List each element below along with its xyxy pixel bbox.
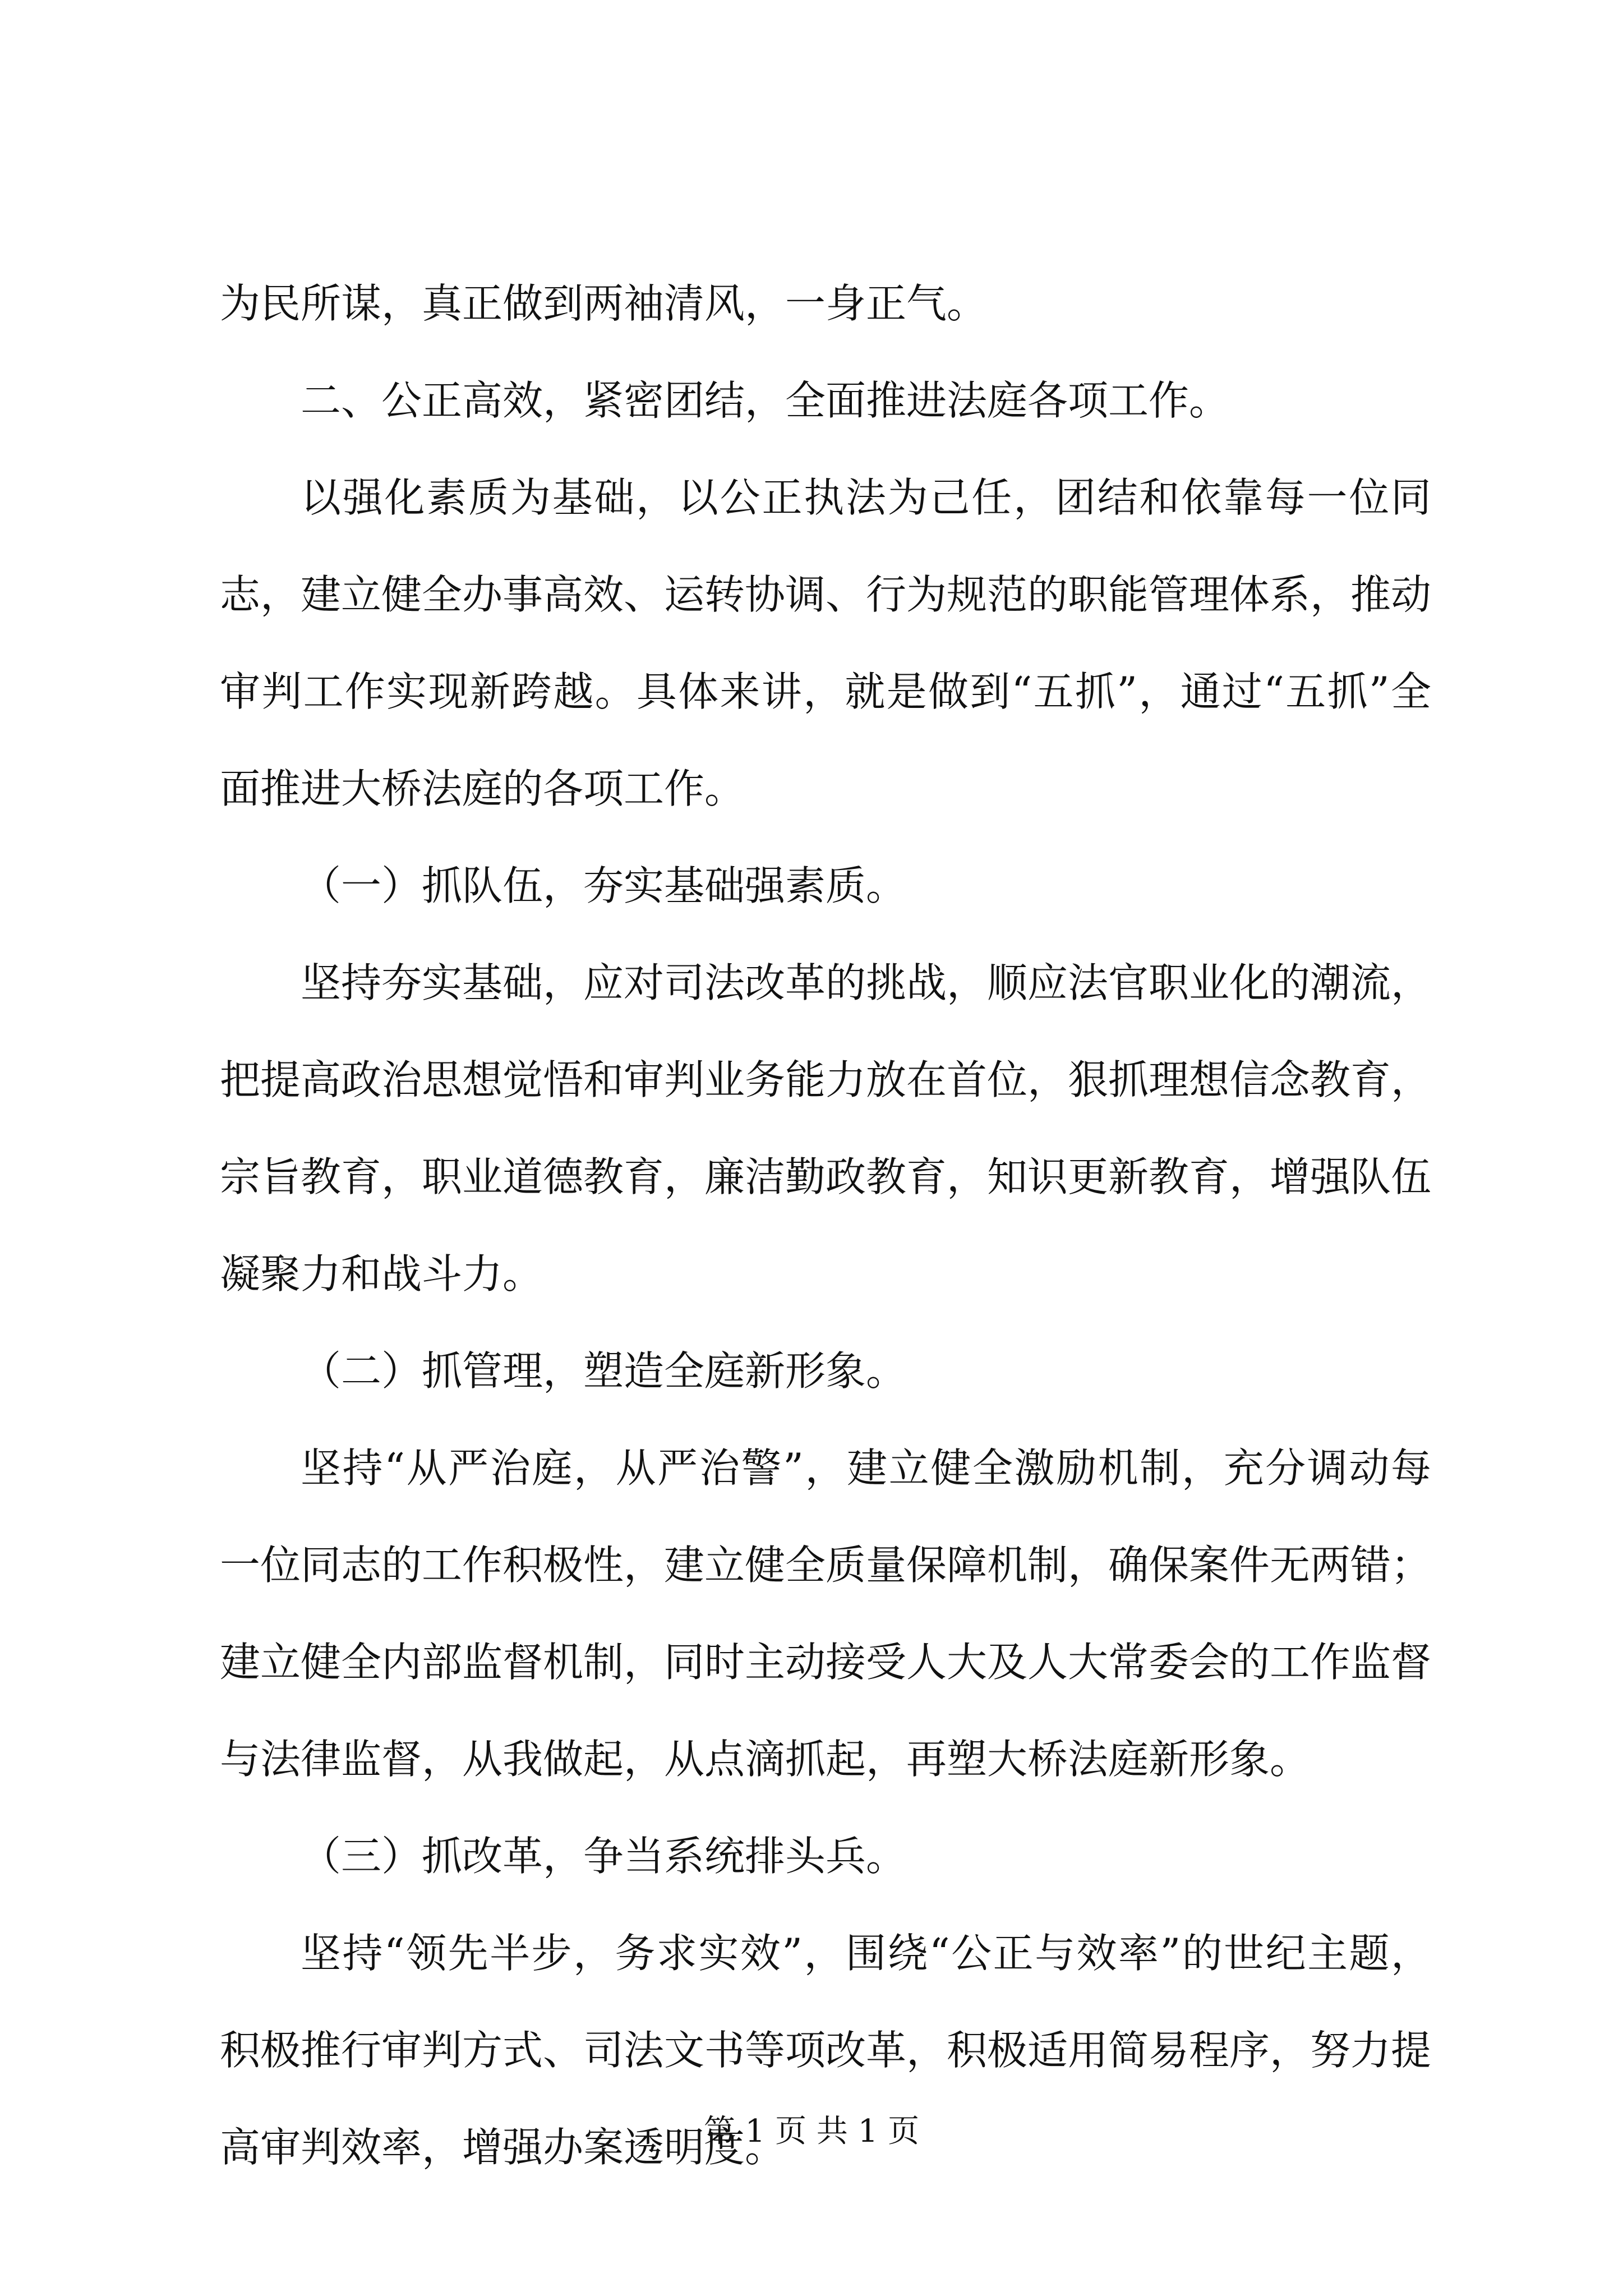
paragraph-5: 坚持夯实基础，应对司法改革的挑战，顺应法官职业化的潮流，把提高政治思想觉悟和审判业务能力放在首位，狠抓理想信念教育，宗旨教育，职业道德教育，廉洁勤政教育，知识更新教育，增强队伍凝聚力和战斗力。 xyxy=(220,959,1432,1297)
section-heading-2: 二、公正高效，紧密团结，全面推进法庭各项工作。 xyxy=(301,377,1230,424)
paragraph-1: 为民所谋，真正做到两袖清风，一身正气。 xyxy=(220,280,988,327)
paragraph-3: 以强化素质为基础，以公正执法为己任，团结和依靠每一位同志，建立健全办事高效、运转协调、行为规范的职能管理体系，推动审判工作实现新跨越。具体来讲，就是做到“五抓”，通过“五抓”全面推进大桥法庭的各项工作。 xyxy=(220,474,1432,812)
subsection-heading-1: （一）抓队伍，夯实基础强素质。 xyxy=(301,862,907,909)
page-footer: 第 1 页 共 1 页 xyxy=(703,2113,920,2150)
document-body xyxy=(220,255,1431,2196)
paragraph-9: 坚持“领先半步，务求实效”，围绕“公正与效率”的世纪主题，积极推行审判方式、司法文书等项改革，积极适用简易程序，努力提高审判效率，增强办案透明度。 xyxy=(220,1930,1432,2171)
subsection-heading-2: （二）抓管理，塑造全庭新形象。 xyxy=(301,1347,907,1395)
paragraph-7: 坚持“从严治庭，从严治警”，建立健全激励机制，充分调动每一位同志的工作积极性，建立健全质量保障机制，确保案件无两错；建立健全内部监督机制，同时主动接受人大及人大常委会的工作监督与法律监督，从我做起，从点滴抓起，再塑大桥法庭新形象。 xyxy=(220,1444,1432,1783)
subsection-heading-3: （三）抓改革，争当系统排头兵。 xyxy=(301,1833,907,1880)
